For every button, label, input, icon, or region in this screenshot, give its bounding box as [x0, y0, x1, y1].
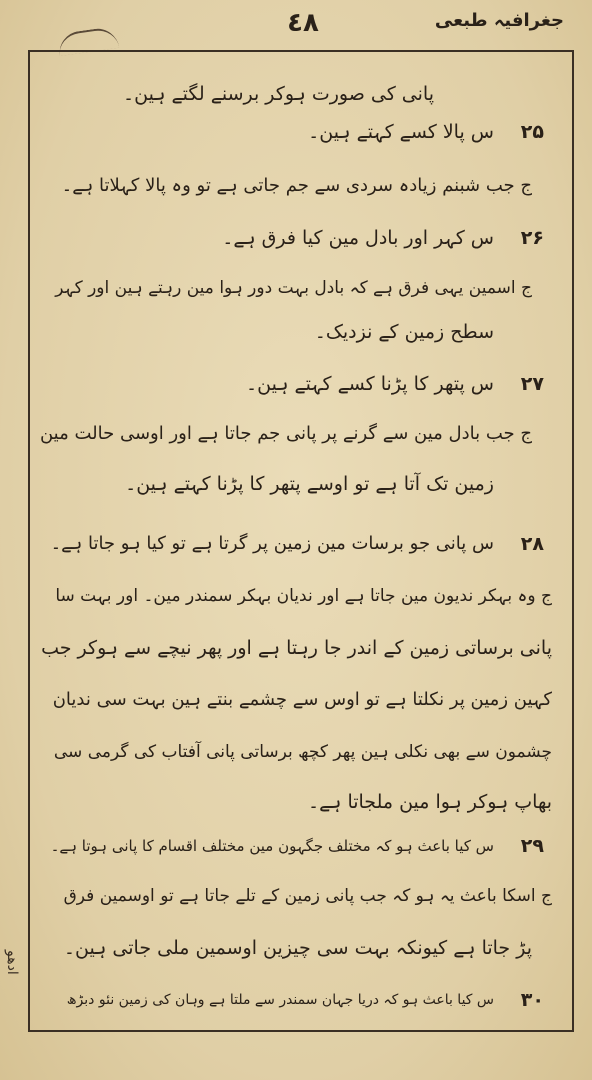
- page-number: ٤٨: [287, 8, 319, 38]
- running-head: جغرافیہ طبعی: [434, 10, 564, 31]
- answer-line: سطح زمین کے نزدیک۔: [314, 321, 494, 343]
- question-number: ۳۰: [520, 989, 544, 1011]
- question-line: س کہر اور بادل مین کیا فرق ہے۔: [222, 227, 494, 249]
- answer-line: ج اسکا باعث یہ ہو کہ جب پانی زمین کے تلے جاتا ہے تو اوسمین فرق: [63, 886, 552, 906]
- page-header: [0, 0, 592, 50]
- answer-line: ج وہ بہکر ندیون مین جاتا ہے اور ندیان بہکر سمندر مین۔ اور بہت سا: [55, 586, 552, 606]
- text-line: پانی کی صورت ہوکر برسنے لگتے ہین۔: [123, 83, 434, 105]
- answer-line: چشمون سے بھی نکلی ہین پھر کچھ برساتی پانی آفتاب کی گرمی سی: [53, 742, 552, 762]
- answer-line: ج جب بادل مین سے گرنے پر پانی جم جاتا ہے اور اوسی حالت مین: [39, 423, 532, 444]
- question-number: ۲۶: [520, 227, 544, 249]
- question-line: س پالا کسے کہتے ہین۔: [308, 121, 494, 143]
- answer-line: پڑ جاتا ہے کیونکہ بہت سی چیزین اوسمین ملی جاتی ہین۔: [63, 937, 532, 959]
- question-line: س پتھر کا پڑنا کسے کہتے ہین۔: [245, 373, 494, 395]
- question-number: ۲۵: [520, 121, 544, 143]
- answer-line: بھاپ ہوکر ہوا مین ملجاتا ہے۔: [308, 791, 552, 813]
- question-line: س کیا باعث ہو کہ مختلف جگہون مین مختلف اقسام کا پانی ہوتا ہے۔: [50, 837, 494, 855]
- answer-line: پانی برساتی زمین کے اندر جا رہتا ہے اور پھر نیچے سے ہوکر جب: [41, 637, 552, 659]
- question-number: ۲۷: [520, 373, 544, 395]
- question-line: س پانی جو برسات مین زمین پر گرتا ہے تو کیا ہو جاتا ہے۔: [50, 533, 494, 554]
- answer-line: ج جب شبنم زیادہ سردی سے جم جاتی ہے تو وہ پالا کہلاتا ہے۔: [61, 175, 532, 196]
- question-line: س کیا باعث ہو کہ دریا جہان سمندر سے ملتا ہے وہان کی زمین نئو دبڑھ: [66, 992, 494, 1008]
- margin-note: ادھو: [4, 950, 20, 975]
- answer-line: زمین تک آتا ہے تو اوسے پتھر کا پڑنا کہتے ہین۔: [125, 473, 494, 495]
- question-number: ۲۸: [520, 533, 544, 555]
- question-number: ۲۹: [520, 835, 544, 857]
- answer-line: کہین زمین پر نکلتا ہے تو اوس سے چشمے بنتے ہین بہت سی ندیان: [52, 689, 552, 710]
- answer-line: ج اسمین یہی فرق ہے کہ بادل بہت دور ہوا مین رہتے ہین اور کہر: [55, 278, 532, 298]
